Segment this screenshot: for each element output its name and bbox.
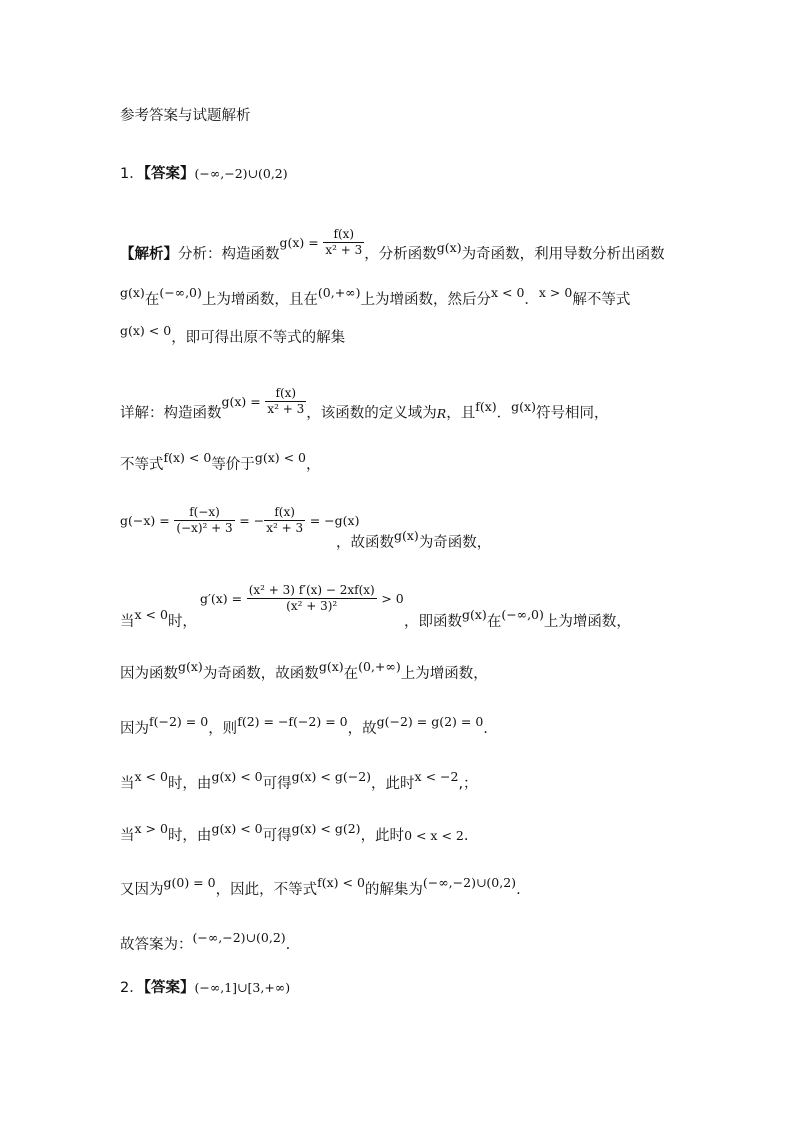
formula: g(−x) = — [120, 512, 170, 528]
formula: (0,+∞) — [358, 659, 401, 674]
analysis-label: 【解析】 — [120, 246, 178, 263]
denominator: x² + 3 — [266, 521, 304, 535]
fraction — [264, 505, 305, 536]
numerator: f(x) — [323, 227, 364, 243]
text: ，故 — [347, 721, 377, 737]
text: 上为增函数， — [543, 614, 631, 630]
detail-line-9 — [120, 875, 521, 900]
text: 在 — [343, 666, 359, 682]
text: 时， — [167, 614, 197, 630]
text: 在 — [486, 614, 502, 630]
formula: x < 0 — [134, 769, 168, 784]
formula: g(x) = — [279, 234, 319, 250]
text: 分析：构造函数 — [178, 246, 280, 263]
derivative-equation — [200, 583, 404, 614]
formula: (−∞,0) — [501, 607, 544, 622]
answer-label: 【答案】 — [143, 980, 195, 996]
formula: g′(x) = — [200, 590, 243, 606]
detail-line-4-end — [404, 607, 631, 632]
text: 时，由 — [167, 828, 212, 844]
text: 解不等式 — [572, 292, 631, 308]
formula: x < −2 — [414, 769, 459, 784]
q1-answer-line — [120, 164, 288, 184]
denominator: (x² + 3)² — [286, 599, 338, 613]
formula: g(x) — [462, 607, 487, 622]
text: 当 — [120, 776, 135, 792]
q2-answer-line — [120, 978, 290, 998]
text: ，因此，不等式 — [215, 882, 318, 898]
text: . — [516, 882, 521, 898]
numerator: f(x) — [265, 386, 306, 402]
formula: g(0) = 0 — [163, 875, 216, 890]
text: 又因为 — [120, 882, 164, 898]
formula: g(x) < 0 — [254, 450, 306, 465]
formula: x > 0 — [538, 285, 573, 300]
text: ． — [496, 405, 512, 422]
formula: g(x) < g(−2) — [291, 769, 372, 784]
text: . — [483, 721, 488, 737]
formula: f(2) = −f(−2) = 0 — [237, 714, 348, 729]
numerator: f(−x) — [174, 505, 234, 521]
detail-line-2 — [120, 450, 321, 475]
formula: g(x) — [394, 528, 419, 543]
text: ，此时 — [360, 828, 405, 844]
section-title: 参考答案与试题解析 — [120, 108, 251, 124]
answer-label: 【答案】 — [143, 166, 195, 182]
formula: x < 0 — [134, 607, 168, 622]
formula: (−∞,0) — [159, 285, 202, 300]
text: 当 — [120, 614, 135, 630]
formula: g(x) — [120, 285, 145, 300]
text: ，即可得出原不等式的解集 — [171, 330, 346, 346]
formula: (0,+∞) — [317, 285, 361, 300]
text: ． — [524, 292, 539, 308]
text: . — [463, 828, 469, 844]
formula: g(x) < 0 — [211, 821, 263, 836]
fraction — [174, 505, 234, 536]
g-definition — [222, 386, 307, 417]
analysis-line-2 — [120, 285, 631, 310]
formula: g(x) — [511, 398, 536, 414]
text: ，分析函数 — [364, 246, 437, 263]
final-answer-line — [120, 930, 291, 955]
denominator: x² + 3 — [267, 402, 305, 416]
formula: = −g(x) — [309, 512, 360, 528]
detail-line-4-start — [120, 607, 197, 632]
formula: f(x) < 0 — [317, 875, 365, 890]
text: ，则 — [208, 721, 238, 737]
q1-number: 1． — [120, 166, 144, 182]
odd-function-equation — [120, 505, 359, 536]
formula: g(x) — [318, 659, 344, 674]
text: 为奇函数， — [418, 535, 492, 551]
formula: g(x) = — [221, 393, 261, 409]
text: 上为增函数，且在 — [201, 292, 318, 308]
text: 在 — [144, 292, 160, 308]
formula: = − — [239, 512, 265, 528]
text: . — [285, 937, 291, 953]
formula: g(−2) = g(2) = 0 — [376, 714, 484, 729]
text: 详解：构造函数 — [120, 405, 222, 422]
formula: x > 0 — [134, 821, 168, 836]
text: 故答案为： — [120, 937, 193, 953]
formula: g(x) < 0 — [120, 323, 172, 338]
text: 时，由 — [167, 776, 212, 792]
detail-line-1 — [120, 386, 609, 429]
text: 等价于 — [211, 457, 255, 473]
text: 符号相同， — [535, 405, 609, 422]
q2-number: 2． — [120, 980, 144, 996]
text: ，即函数 — [404, 614, 462, 630]
numerator: (x² + 3) f′(x) − 2xf(x) — [248, 583, 375, 597]
text: ，故函数 — [336, 535, 394, 551]
detail-line-8 — [120, 821, 469, 846]
formula: f(x) < 0 — [163, 450, 212, 465]
detail-line-5 — [120, 659, 488, 684]
text: 可得 — [262, 776, 292, 792]
formula: g(x) < 0 — [211, 769, 263, 784]
text: 的解集为 — [364, 882, 423, 898]
detail-line-7 — [120, 769, 478, 794]
formula: > 0 — [381, 590, 404, 606]
text: 上为增函数，然后分 — [360, 292, 491, 308]
text: ，且 — [446, 405, 476, 422]
text: 为奇函数，利用导数分析出函数 — [461, 246, 665, 263]
fraction — [323, 227, 364, 258]
formula: g(x) — [436, 239, 462, 255]
text: ，该函数的定义域为 — [306, 405, 437, 422]
text: ,； — [458, 776, 478, 792]
formula: f(x) — [475, 398, 497, 414]
text: ， — [306, 457, 321, 473]
text: 当 — [120, 828, 135, 844]
text: 可得 — [262, 828, 292, 844]
odd-function-conclusion — [336, 528, 492, 553]
denominator: x² + 3 — [325, 243, 363, 257]
text: ，此时 — [371, 776, 415, 792]
text: 因为 — [120, 721, 149, 737]
text: 为奇函数，故函数 — [202, 666, 319, 682]
formula: R — [436, 405, 447, 421]
g-definition — [280, 227, 365, 258]
q2-answer-value: (−∞,1]∪[3,+∞) — [194, 980, 291, 995]
formula: (−∞,−2)∪(0,2) — [422, 875, 517, 890]
text: 因为函数 — [120, 666, 178, 682]
detail-line-6 — [120, 714, 488, 739]
q1-answer-value: (−∞,−2)∪(0,2) — [194, 166, 288, 181]
denominator: (−x)² + 3 — [176, 521, 233, 535]
analysis-line-3 — [120, 323, 346, 348]
numerator: f(x) — [264, 505, 305, 521]
fraction — [265, 386, 306, 417]
fraction — [247, 583, 377, 614]
analysis-line-1 — [120, 227, 665, 270]
text: 不等式 — [120, 457, 164, 473]
formula: g(x) — [178, 659, 203, 674]
formula: g(x) < g(2) — [291, 821, 361, 836]
formula: 0 < x < 2 — [404, 828, 464, 843]
formula: (−∞,−2)∪(0,2) — [192, 930, 286, 945]
formula: f(−2) = 0 — [149, 714, 209, 729]
formula: x < 0 — [490, 285, 525, 300]
text: 上为增函数， — [400, 666, 488, 682]
